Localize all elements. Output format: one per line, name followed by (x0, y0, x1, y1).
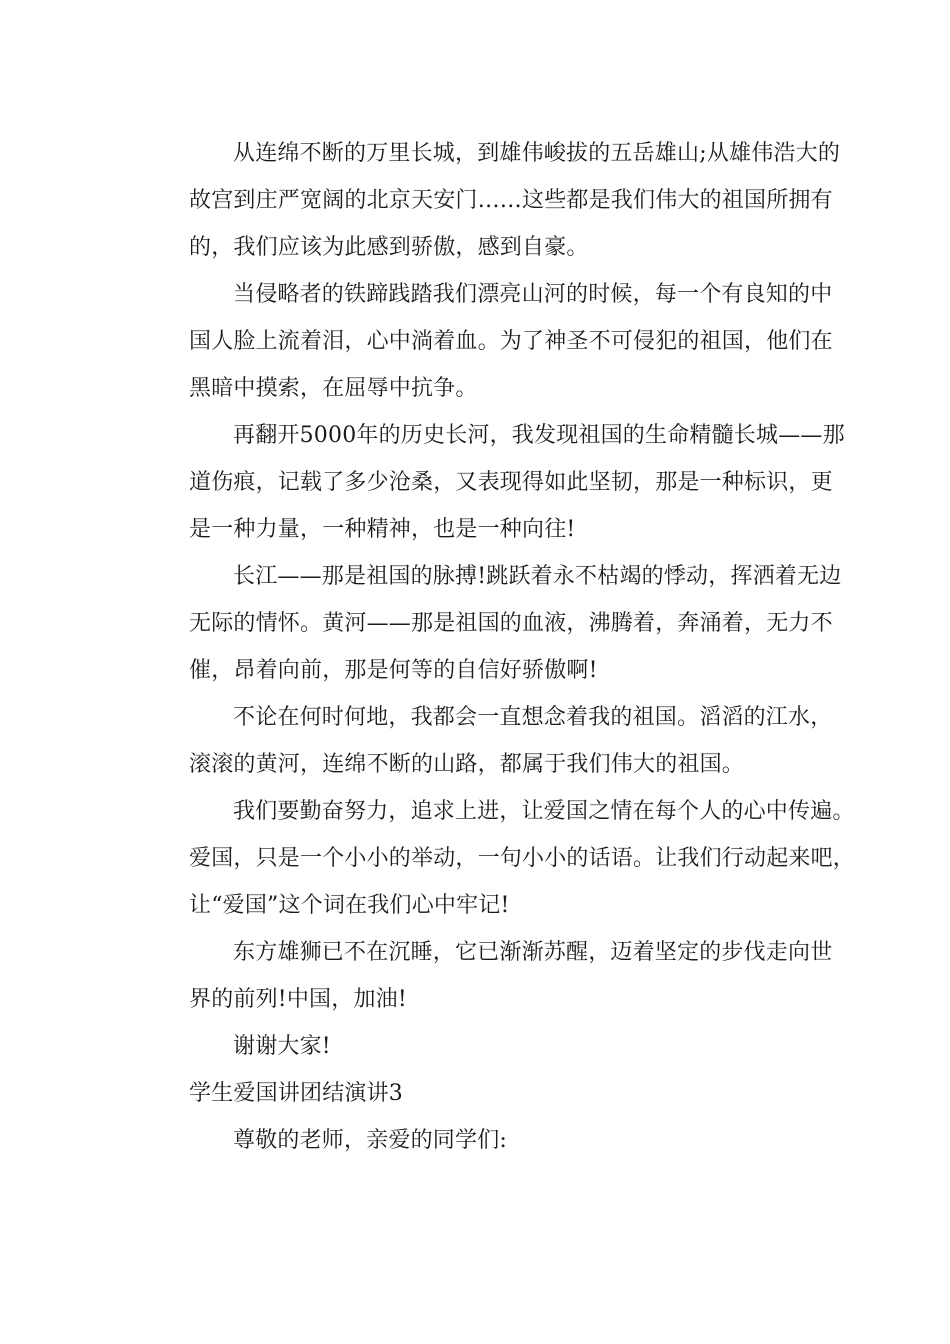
text-line: 我们要勤奋努力，追求上进，让爱国之情在每个人的心中传遍。 (233, 799, 855, 824)
text-line: 再翻开5000年的历史长河，我发现祖国的生命精髓长城——那 (233, 423, 845, 448)
paragraph-effort (145, 788, 856, 929)
text-line: 谢谢大家! (233, 1034, 331, 1059)
paragraph-rivers (145, 553, 842, 694)
text-line: 长江——那是祖国的脉搏!跳跃着永不枯竭的悸动，挥洒着无边 (233, 564, 842, 589)
text-line: 故宫到庄严宽阔的北京天安门……这些都是我们伟大的祖国所拥有 (189, 188, 833, 213)
paragraph-invaders (145, 271, 833, 412)
paragraph-great-wall (145, 130, 841, 271)
document-body (145, 130, 856, 1164)
text-line: 界的前列!中国，加油! (189, 987, 407, 1012)
paragraph-greeting (145, 1117, 810, 1164)
text-line: 从连绵不断的万里长城，到雄伟峻拔的五岳雄山;从雄伟浩大的 (233, 141, 841, 166)
paragraph-history (145, 412, 845, 553)
text-line: 不论在何时何地，我都会一直想念着我的祖国。滔滔的江水， (233, 705, 833, 730)
text-line: 道伤痕，记载了多少沧桑，又表现得如此坚韧，那是一种标识，更 (189, 470, 833, 495)
text-line: 滚滚的黄河，连绵不断的山路，都属于我们伟大的祖国。 (189, 752, 745, 777)
text-line: 学生爱国讲团结演讲3 (189, 1081, 403, 1106)
speech-heading (145, 1070, 810, 1117)
paragraph-missing-homeland (145, 694, 833, 788)
paragraph-eastern-lion (145, 929, 833, 1023)
text-line: 让“爱国”这个词在我们心中牢记! (189, 893, 510, 918)
text-line: 无际的情怀。黄河——那是祖国的血液，沸腾着，奔涌着，无力不 (189, 611, 833, 636)
text-line: 是一种力量，一种精神，也是一种向往! (189, 517, 576, 542)
text-line: 东方雄狮已不在沉睡，它已渐渐苏醒，迈着坚定的步伐走向世 (233, 940, 833, 965)
text-line: 当侵略者的铁蹄践踏我们漂亮山河的时候，每一个有良知的中 (233, 282, 833, 307)
text-line: 尊敬的老师，亲爱的同学们: (233, 1128, 508, 1153)
text-line: 国人脸上流着泪，心中淌着血。为了神圣不可侵犯的祖国，他们在 (189, 329, 833, 354)
text-line: 催，昂着向前，那是何等的自信好骄傲啊! (189, 658, 598, 683)
text-line: 黑暗中摸索，在屈辱中抗争。 (189, 376, 478, 401)
text-line: 的，我们应该为此感到骄傲，感到自豪。 (189, 235, 589, 260)
text-line: 爱国，只是一个小小的举动，一句小小的话语。让我们行动起来吧， (189, 846, 856, 871)
paragraph-thanks (145, 1023, 810, 1070)
